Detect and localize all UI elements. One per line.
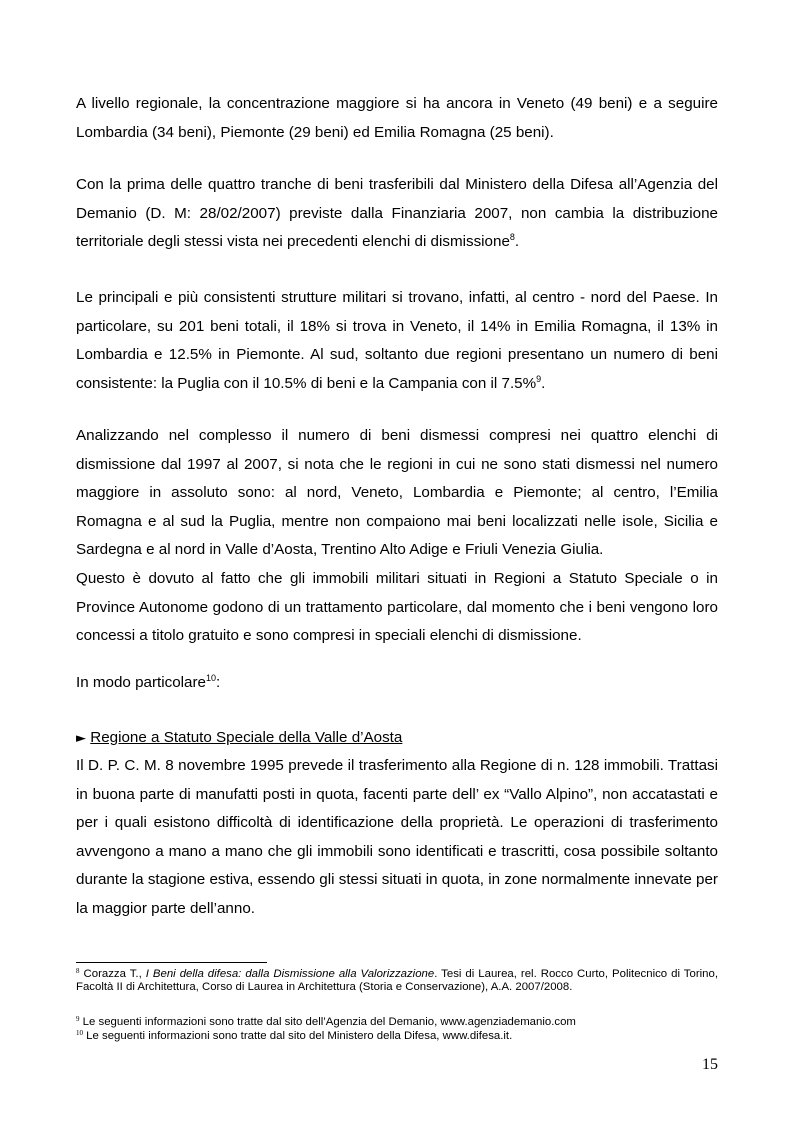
paragraph-end: . bbox=[541, 374, 546, 392]
footnote-text: . Tesi di Laurea, rel. Rocco Curto, Politecnico di Torino, Facoltà II di Architettura, Corso di Laurea in Architettura (Storia e Conservazione), A.A. 2007/2008. bbox=[76, 968, 718, 994]
footnote-text: Le seguenti informazioni sono tratte dal sito del Ministero della Difesa, www.difesa.it. bbox=[83, 1030, 513, 1042]
paragraph-text: Con la prima delle quattro tranche di beni trasferibili dal Ministero della Difesa all’Agenzia del Demanio (D. M: 28/02/2007) previste dalla Finanziaria 2007, non cambia la distribuzione territoriale degli stessi vista nei precedenti elenchi di dismissione bbox=[76, 176, 718, 251]
footnote-text: Corazza T., bbox=[79, 968, 146, 980]
footnote-ref-9[interactable]: 9 bbox=[536, 373, 542, 384]
paragraph-text: Le principali e più consistenti strutture militari si trovano, infatti, al centro - nord del Paese. In particolare, su 201 beni totali, il 18% si trova in Veneto, il 14% in Emilia Romagna, il 13% in Lombardia e 12.5% in Piemonte. Al sud, soltanto due regioni presentano un numero di beni consistente: la Puglia con il 10.5% di beni e la Campania con il 7.5% bbox=[76, 289, 718, 392]
paragraph-main-structures bbox=[76, 284, 718, 398]
paragraph-analysis-part-1: Analizzando nel complesso il numero di beni dismessi compresi nei quattro elenchi di dismissione dal 1997 al 2007, si nota che le regioni in cui ne sono stati dismessi nel numero maggiore in assoluto sono: al nord, Veneto, Lombardia e Piemonte; al centro, l’Emilia Romagna e al sud la Puglia, mentre non compaiono mai beni localizzati nelle isole, Sicilia e Sardegna e al nord in Valle d’Aosta, Trentino Alto Adige e Friuli Venezia Giulia. bbox=[76, 427, 718, 559]
footnote-ref-10[interactable]: 10 bbox=[206, 673, 217, 683]
paragraph-end: . bbox=[514, 233, 520, 251]
footnote-number: 9 bbox=[76, 1015, 80, 1023]
paragraph-regional-concentration: A livello regionale, la concentrazione maggiore si ha ancora in Veneto (49 beni) e a seguire Lombardia (34 beni), Piemonte (29 beni) ed Emilia Romagna (25 beni). bbox=[76, 95, 718, 141]
footnote-number: 8 bbox=[76, 967, 80, 975]
footnote-10 bbox=[76, 1030, 718, 1043]
paragraph-text: In modo particolare bbox=[76, 674, 207, 691]
page-number: 15 bbox=[702, 1056, 718, 1073]
paragraph-analysis bbox=[76, 422, 718, 651]
paragraph-first-tranche bbox=[76, 171, 718, 257]
footnote-9 bbox=[76, 1016, 718, 1029]
section-heading-text: Regione a Statuto Speciale della Valle d’Aosta bbox=[90, 729, 403, 746]
triangle-bullet-icon: ► bbox=[76, 731, 86, 746]
paragraph-in-particular bbox=[76, 669, 718, 698]
footnote-text: Le seguenti informazioni sono tratte dal sito dell’Agenzia del Demanio, www.agenziademanio.com bbox=[79, 1016, 576, 1028]
footnote-separator bbox=[76, 962, 267, 963]
paragraph-valle-aosta: Il D. P. C. M. 8 novembre 1995 prevede il trasferimento alla Regione di n. 128 immobili. Trattasi in buona parte di manufatti posti in quota, facenti parte dell’ ex “Vallo Alpino”, non accatastati e per i quali esistono difficoltà di identificazione della proprietà. Le operazioni di trasferimento avvengono a mano a mano che gli immobili sono identificati e trascritti, cosa possibile soltanto durante la stagione estiva, essendo gli stessi situati in quota, in zone normalmente innevate per la maggior parte dell’anno. bbox=[76, 757, 718, 917]
section-heading bbox=[76, 724, 718, 754]
paragraph-analysis-part-2: Questo è dovuto al fatto che gli immobili militari situati in Regioni a Statuto Speciale o in Province Autonome godono di un trattamento particolare, dal momento che i beni vengono loro concessi a titolo gratuito e sono compresi in speciali elenchi di dismissione. bbox=[76, 569, 718, 645]
footnote-ref-8[interactable]: 8 bbox=[509, 232, 515, 243]
footnote-8 bbox=[76, 968, 718, 994]
paragraph-end: : bbox=[216, 674, 221, 691]
footnote-number: 10 bbox=[76, 1029, 83, 1037]
footnote-thesis-title: I Beni della difesa: dalla Dismissione alla Valorizzazione bbox=[145, 968, 435, 980]
